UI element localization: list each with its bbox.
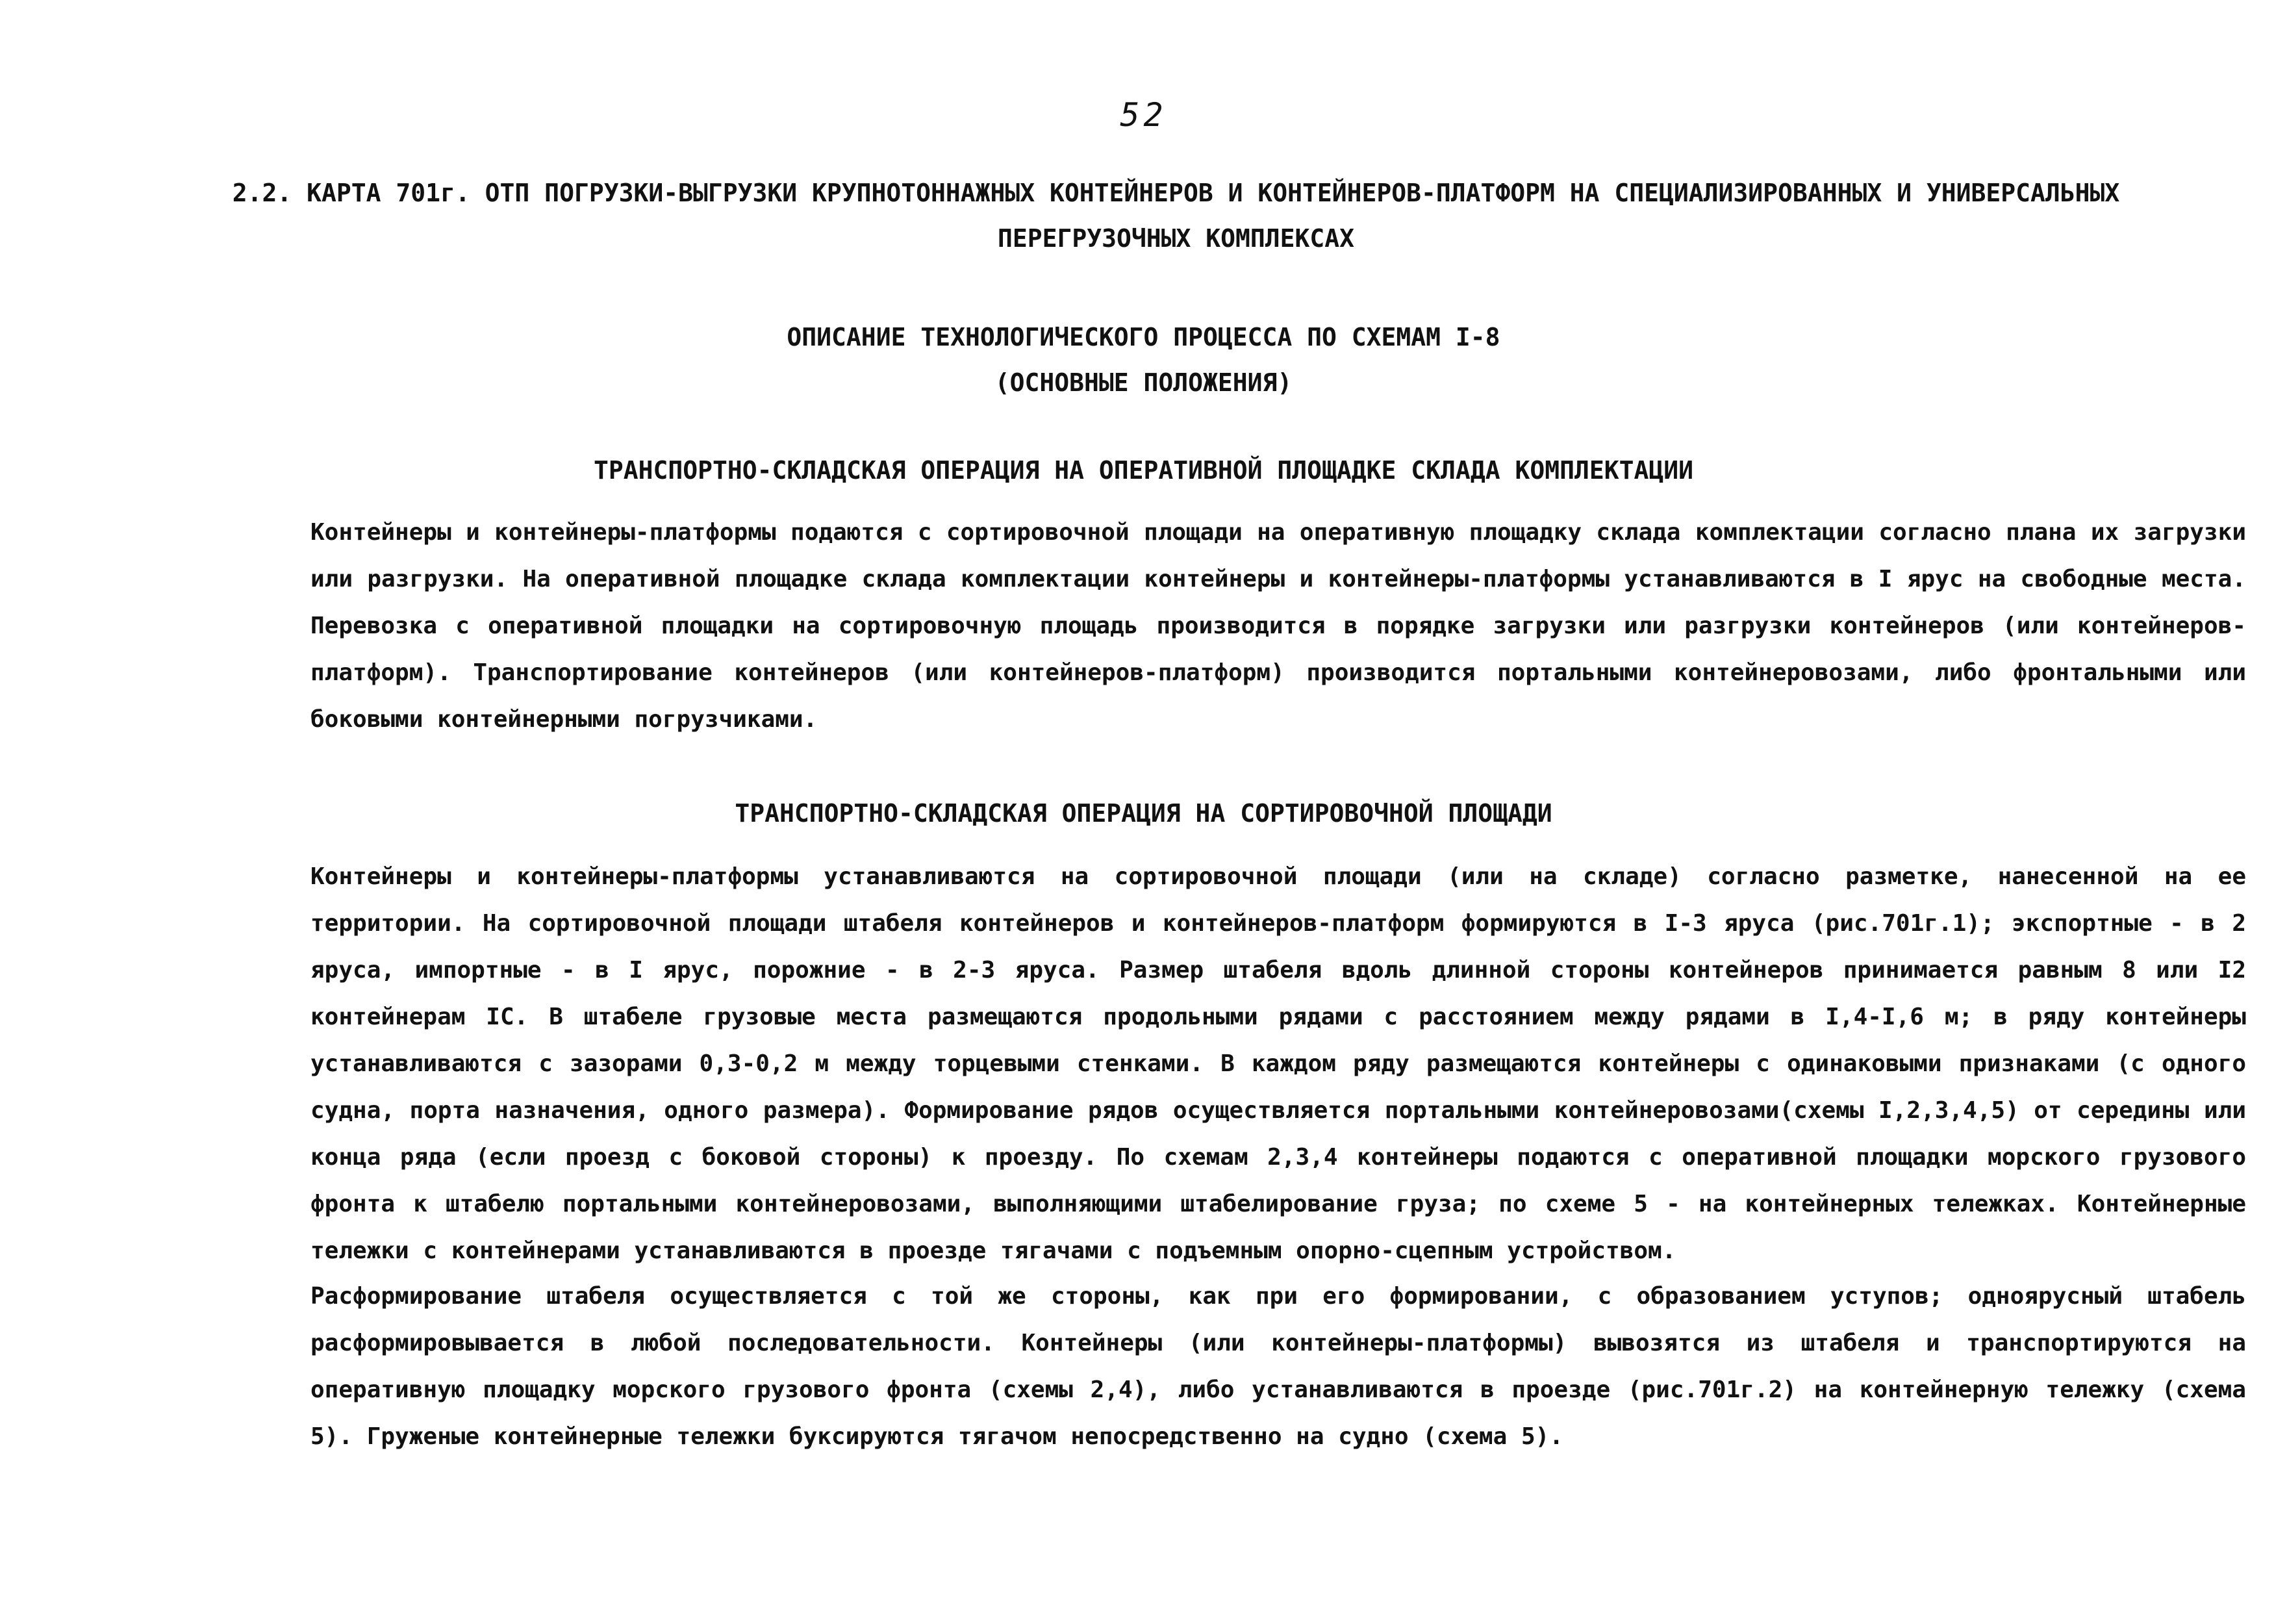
document-title: 2.2. КАРТА 701г. ОТП ПОГРУЗКИ-ВЫГРУЗКИ КРУПНОТОННАЖНЫХ КОНТЕЙНЕРОВ И КОНТЕЙНЕРОВ-ПЛАТФОРМ НА СПЕЦИАЛИЗИРОВАННЫХ И УНИВЕРСАЛЬНЫХ ПЕРЕГРУЗОЧНЫХ КОМПЛЕКСАХ [232, 179, 2120, 253]
section-1-heading: ТРАНСПОРТНО-СКЛАДСКАЯ ОПЕРАЦИЯ НА ОПЕРАТИВНОЙ ПЛОЩАДКЕ СКЛАДА КОМПЛЕКТАЦИИ [594, 456, 1693, 485]
section-2-heading: ТРАНСПОРТНО-СКЛАДСКАЯ ОПЕРАЦИЯ НА СОРТИРОВОЧНОЙ ПЛОЩАДИ [735, 799, 1552, 828]
subtitle-line-2: (ОСНОВНЫЕ ПОЛОЖЕНИЯ) [994, 368, 1293, 397]
subtitle [0, 314, 2287, 405]
page-number: 52 [1120, 96, 1167, 134]
subtitle-line-1: ОПИСАНИЕ ТЕХНОЛОГИЧЕСКОГО ПРОЦЕССА ПО СХЕМАМ I-8 [787, 323, 1500, 351]
section-2-paragraph-2: Расформирование штабеля осуществляется с той же стороны, как при его формировании, с образованием уступов; одноярусный штабель расформировывается в любой последовательности. Контейнеры (или контейнеры-платформы) вывозятся из штабеля и транспортируются на оперативную площадку морского грузового фронта (схемы 2,4), либо устанавливаются в проезде (рис.701г.2) на контейнерную тележку (схема 5). Груженые контейнерные тележки буксируются тягачом непосредственно на судно (схема 5). [310, 1283, 2246, 1450]
section-1-paragraph: Контейнеры и контейнеры-платформы подаются с сортировочной площади на оперативную площадку склада комплектации согласно плана их загрузки или разгрузки. На оперативной площадке склада комплектации контейнеры и контейнеры-платформы устанавливаются в I ярус на свободные места. Перевозка с оперативной площадки на сортировочную площадь производится в порядке загрузки или разгрузки контейнеров (или контейнеров-платформ). Транспортирование контейнеров (или контейнеров-платформ) производится портальными контейнеровозами, либо фронтальными или боковыми контейнерными погрузчиками. [310, 519, 2246, 733]
section-2-paragraph-1: Контейнеры и контейнеры-платформы устанавливаются на сортировочной площади (или на складе) согласно разметке, нанесенной на ее территории. На сортировочной площади штабеля контейнеров и контейнеров-платформ формируются в I-3 яруса (рис.701г.1); экспортные - в 2 яруса, импортные - в I ярус, порожние - в 2-3 яруса. Размер штабеля вдоль длинной стороны контейнеров принимается равным 8 или I2 контейнерам IC. В штабеле грузовые места размещаются продольными рядами с расстоянием между рядами в I,4-I,6 м; в ряду контейнеры устанавливаются с зазорами 0,3-0,2 м между торцевыми стенками. В каждом ряду размещаются контейнеры с одинаковыми признаками (с одного судна, порта назначения, одного размера). Формирование рядов осуществляется портальными контейнеровозами(схемы I,2,3,4,5) от середины или конца ряда (если проезд с боковой стороны) к проезду. По схемам 2,3,4 контейнеры подаются с оперативной площадки морского грузового фронта к штабелю портальными контейнеровозами, выполняющими штабелирование груза; по схеме 5 - на контейнерных тележках. Контейнерные тележки с контейнерами устанавливаются в проезде тягачами с подъемным опорно-сцепным устройством. [310, 863, 2246, 1264]
